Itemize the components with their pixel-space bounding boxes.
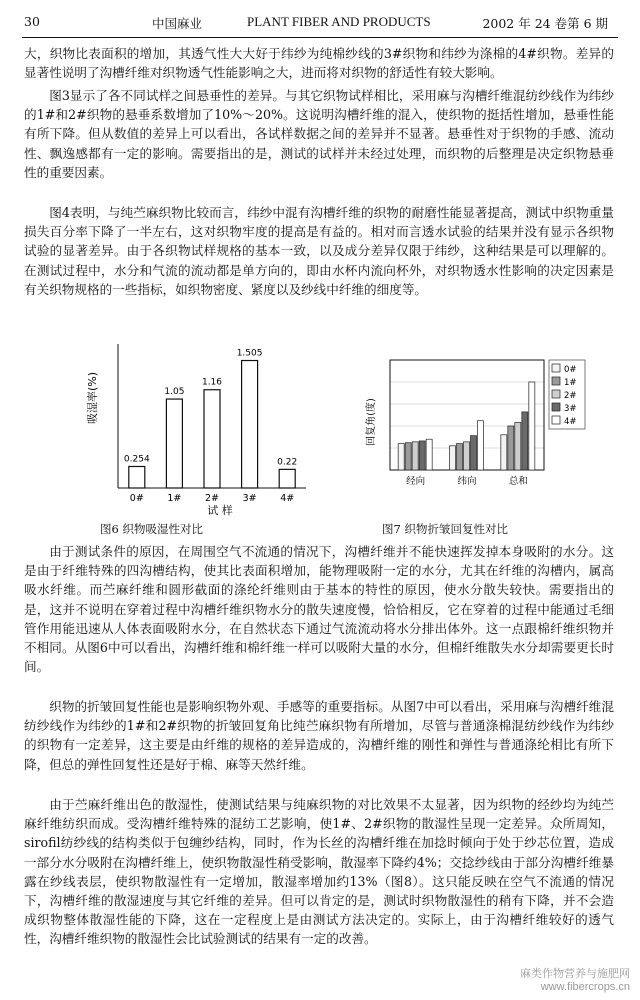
figure-7-caption: 图7 织物折皱回复性对比 <box>382 522 508 536</box>
watermark-line-2: www.fibercrops.cn <box>540 981 630 993</box>
paragraph-5: 织物的折皱回复性能也是影响织物外观、手感等的重要指标。从图7中可以看出，采用麻与沟槽纤维混纺纱线作为纬纱的1#和2#织物的折皱回复角比纯苎麻织物有所增加，尽管与普通涤棉混纺纱线作为纬纱的织物有一定差异，这主要是由纤维的规格的差异造成的，沟槽纤维的刚性和弹性与普通涤纶相比有所下降，但总的弹性回复性还是好于棉、麻等天然纤维。 <box>24 699 614 772</box>
figure-6 <box>70 338 310 518</box>
figure-6-tick-label-2: 2# <box>204 493 220 504</box>
figure-6-value-label-2: 1.16 <box>201 377 223 388</box>
figure-7-tick-label-2: 总和 <box>508 476 528 487</box>
figure-6-bar-0 <box>129 466 145 488</box>
figure-7-legend-label-2: 2# <box>564 391 577 401</box>
figure-7-legend-label-1: 1# <box>564 378 577 388</box>
figure-7-bar-0-0 <box>398 444 404 470</box>
figure-7-bar-2-3 <box>522 412 528 470</box>
figure-7-bar-1-1 <box>457 444 463 470</box>
figure-6-chart <box>70 338 310 518</box>
journal-name-en: PLANT FIBER AND PRODUCTS <box>247 14 431 29</box>
figure-7-bar-2-0 <box>501 435 507 470</box>
figure-7-tick-label-1: 纬向 <box>457 476 477 487</box>
figure-7-bar-0-2 <box>412 442 418 470</box>
figure-7-bar-0-1 <box>405 443 411 470</box>
paragraph-6: 由于苎麻纤维出色的散湿性，使测试结果与纯麻织物的对比效果不太显著，因为织物的经纱均为纯苎麻纤维纺织而成。受沟槽纤维特殊的混纺工艺影响，使1#、2#织物的散湿性呈现一定差异。众所周知，sirofil纺纱线的结构类似于包缠纱结构，同时，作为长丝的沟槽纤维在加捻时倾向于处于纱芯位置，造成一部分水分吸附在沟槽纤维上，使织物散湿性稍受影响，散湿率下降约4%；交捻纱线由于部分沟槽纤维暴露在纱线表层，使织物散湿性有一定增加，散湿率增加约13%（图8）。这只能反映在空气不流通的情况下，沟槽纤维的散湿速度与其它纤维的差异。但可以肯定的是，测试时织物散湿性的稍有下降，并不会造成织物整体散湿性能的下降，这在一定程度上是由测试方法决定的。实际上，由于沟槽纤维较好的透气性，沟槽纤维织物的散湿性会比试验测试的结果有一定的改善。 <box>24 797 614 947</box>
figure-7-bar-2-1 <box>508 426 514 470</box>
figure-6-bar-4 <box>279 469 295 488</box>
figure-7-legend-swatch-4 <box>552 416 560 424</box>
figure-7-bar-1-3 <box>471 436 477 470</box>
page-number: 30 <box>24 14 40 29</box>
figure-7 <box>352 352 592 502</box>
journal-name-cn: 中国麻业 <box>152 16 203 31</box>
figure-7-chart <box>352 352 592 502</box>
figure-6-tick-label-3: 3# <box>242 493 257 504</box>
figure-7-legend-label-0: 0# <box>564 365 577 375</box>
watermark <box>520 968 630 994</box>
header-rule <box>22 37 618 38</box>
figure-6-bar-3 <box>242 361 258 488</box>
figure-7-legend-swatch-0 <box>552 364 560 372</box>
figure-7-bar-2-4 <box>529 382 535 470</box>
watermark-line-1: 麻类作物营养与施肥网 <box>520 968 630 980</box>
issue-info: 2002 年 24 卷第 6 期 <box>482 16 608 31</box>
figure-7-bar-1-2 <box>464 442 470 470</box>
figure-7-legend-label-3: 3# <box>564 404 577 414</box>
figure-6-value-label-3: 1.505 <box>236 348 263 359</box>
paragraph-3: 图4表明，与纯苎麻织物比较而言，纬纱中混有沟槽纤维的织物的耐磨性能显著提高，测试中织物重量损失百分率下降了一半左右，这对织物牢度的提高是有益的。相对而言透水试验的结果并没有显示各织物试验的显著差异。由于各织物试样规格的基本一致，以及成分差异仅限于纬纱，这种结果是可以理解的。在测试过程中，水分和气流的流动都是单方向的，即由水杯内流向杯外，对织物透水性影响的决定因素是有关织物规格的一些指标，如织物密度、紧度以及纱线中纤维的细度等。 <box>24 205 614 297</box>
figure-7-bar-1-4 <box>478 421 484 470</box>
figure-7-legend-swatch-2 <box>552 390 560 398</box>
figure-6-tick-label-4: 4# <box>280 493 295 504</box>
figure-6-tick-label-0: 0# <box>129 493 144 504</box>
figure-7-legend-label-4: 4# <box>564 417 577 427</box>
figure-7-ylabel: 回复角(度) <box>366 398 377 446</box>
figure-6-bar-1 <box>166 399 182 488</box>
paragraph-4: 由于测试条件的原因，在周围空气不流通的情况下，沟槽纤维并不能快速挥发掉本身吸附的水分。这是由于纤维特殊的四沟槽结构，使其比表面积增加，能物理吸附一定的水分，尤其在纤维的沟槽内，属高吸水纤维。而苎麻纤维和圆形截面的涤纶纤维则由于基本的特性的原因，使水分散失较快。需要指出的是，这并不说明在穿着过程中沟槽纤维织物水分的散失速度慢，恰恰相反，它在穿着的过程中能通过毛细管作用能迅速从人体表面吸附水分，在自然状态下通过气流流动将水分排出体外。这一点跟棉纤维织物并不相同。从图6中可以看出，沟槽纤维和棉纤维一样可以吸附大量的水分，但棉纤维散失水分却需要更长时间。 <box>24 544 614 675</box>
figure-7-bar-2-2 <box>515 422 521 470</box>
figure-6-value-label-0: 0.254 <box>123 454 150 465</box>
figure-6-xlabel: 试 样 <box>207 504 233 517</box>
figure-7-bar-0-4 <box>426 439 432 470</box>
figure-6-tick-label-1: 1# <box>167 493 182 504</box>
figure-6-value-label-1: 1.05 <box>164 387 185 398</box>
figure-6-value-label-4: 0.22 <box>277 457 298 468</box>
figure-7-legend-swatch-1 <box>552 377 560 385</box>
figure-6-ylabel: 吸湿率(%) <box>86 371 99 425</box>
figure-7-legend-swatch-3 <box>552 403 560 411</box>
figure-7-tick-label-0: 经向 <box>406 476 426 487</box>
figure-6-caption: 图6 织物吸湿性对比 <box>100 522 203 536</box>
page-header <box>22 14 618 36</box>
figure-7-bar-1-0 <box>450 446 456 470</box>
paragraph-2: 图3显示了各不同试样之间悬垂性的差异。与其它织物试样相比，采用麻与沟槽纤维混纺纱线作为纬纱的1#和2#织物的悬垂系数增加了10%～20%。这说明沟槽纤维的混入，使织物的挺括性增加，悬垂性能有所下降。但从数值的差异上可以看出，各试样数据之间的差异并不显著。悬垂性对于织物的手感、流动性、飘逸感都有一定的影响。需要指出的是，测试的试样并未经过处理，而织物的后整理是决定织物悬垂性的重要因素。 <box>24 88 614 180</box>
figure-6-bar-2 <box>204 390 220 488</box>
figure-7-bar-0-3 <box>419 441 425 470</box>
paragraph-1: 大，织物比表面积的增加，其透气性大大好于纬纱为纯棉纱线的3#织物和纬纱为涤棉的4#织物。差异的显著性说明了沟槽纤维对织物透气性能影响之大，进而将对织物的舒适性有较大影响。 <box>24 46 614 81</box>
